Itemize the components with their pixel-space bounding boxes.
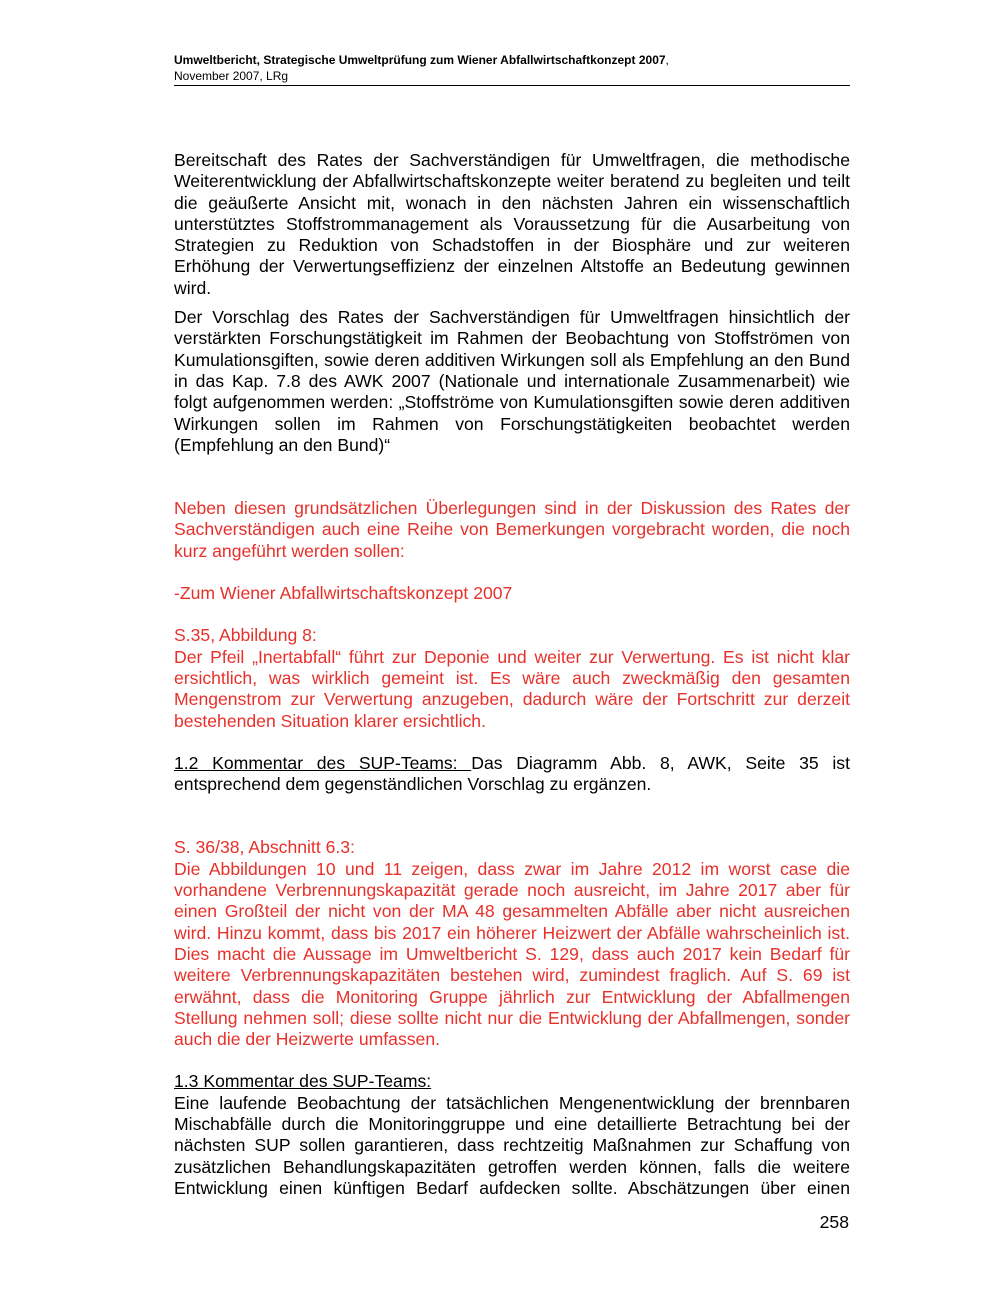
main-content [174,150,850,1199]
reference-2: S. 36/38, Abschnitt 6.3: [174,837,355,858]
comment-1-heading: 1.2 Kommentar des SUP-Teams: [174,752,472,773]
header-title: Umweltbericht, Strategische Umweltprüfung zum Wiener Abfallwirtschaftkonzept 2007 [174,53,666,67]
page-number: 258 [819,1212,849,1232]
comment-2-text: Eine laufende Beobachtung der tatsächlichen Mengenentwicklung der brennbaren Mischabfälle durch die Monitoringgruppe und eine detaillierte Betrachtung bei der nächsten SUP sollen garantieren, dass rechtzeitig Maßnahmen zur Schaffung von zusätzlichen Behandlungskapazitäten getroffen werden können, falls die weitere Entwicklung einen künftigen Bedarf aufdecken sollte. Abschätzungen über einen [174,1092,850,1198]
comment-2-heading: 1.3 Kommentar des SUP-Teams: [174,1071,432,1092]
page-header [174,52,850,86]
paragraph-3: Neben diesen grundsätzlichen Überlegungen sind in der Diskussion des Rates der Sachverständigen auch eine Reihe von Bemerkungen vorgebracht worden, die noch kurz angeführt werden sollen: [174,498,850,561]
header-title-suffix: , [665,53,669,67]
section-label: -Zum Wiener Abfallwirtschaftskonzept 2007 [174,583,513,604]
comment-1-text: Das Diagramm Abb. 8, AWK, Seite 35 ist entsprechend dem gegenständlichen Vorschlag zu ergänzen. [174,752,850,795]
paragraph-1: Bereitschaft des Rates der Sachverständigen für Umweltfragen, die methodische Weiterentwicklung der Abfallwirtschaftskonzepte weiter beratend zu begleiten und teilt die geäußerte Ansicht mit, wonach in den nächsten Jahren ein wissenschaftlich unterstütztes Stoffstrommanagement als Voraussetzung für die Ausarbeitung von Strategien zu Reduktion von Schadstoffen in der Biosphäre und zur weiteren Erhöhung der Verwertungseffizienz der einzelnen Altstoffe an Bedeutung gewinnen wird. [174,150,850,298]
paragraph-5: Die Abbildungen 10 und 11 zeigen, dass zwar im Jahre 2012 im worst case die vorhandene Verbrennungskapazität gerade noch ausreicht, im Jahre 2017 aber für einen Großteil der nicht von der MA 48 gesammelten Abfälle aber nicht ausreichen wird. Hinzu kommt, dass bis 2017 ein höherer Heizwert der Abfälle wahrscheinlich ist. Dies macht die Aussage im Umweltbericht S. 129, dass auch 2017 kein Bedarf für weitere Verbrennungskapazitäten bestehen wird, zumindest fraglich. Auf S. 69 ist erwähnt, dass die Monitoring Gruppe jährlich zur Entwicklung der Abfallmengen Stellung nehmen soll; diese sollte nicht nur die Entwicklung der Abfallmengen, sonder auch die der Heizwerte umfassen. [174,858,850,1050]
paragraph-2: Der Vorschlag des Rates der Sachverständigen für Umweltfragen hinsichtlich der verstärkten Forschungstätigkeit im Rahmen der Beobachtung von Stoffströmen von Kumulationsgiften, sowie deren additiven Wirkungen soll als Empfehlung an den Bund in das Kap. 7.8 des AWK 2007 (Nationale und internationale Zusammenarbeit) wie folgt aufgenommen werden: „Stoffströme von Kumulationsgiften sowie deren additiven Wirkungen sollen im Rahmen von Forschungstätigkeiten beobachtet werden (Empfehlung an den Bund)“ [174,307,850,455]
header-subtitle: November 2007, LRg [174,69,289,83]
reference-1: S.35, Abbildung 8: [174,625,317,646]
header-title-line [174,52,850,68]
paragraph-4: Der Pfeil „Inertabfall“ führt zur Deponie und weiter zur Verwertung. Es ist nicht klar ersichtlich, was wirklich gemeint ist. Es wäre auch zweckmäßig den gesamten Mengenstrom zur Verwertung anzugeben, dadurch wäre der Fortschritt zur derzeit bestehenden Situation klarer ersichtlich. [174,646,850,731]
comment-1 [174,753,850,796]
